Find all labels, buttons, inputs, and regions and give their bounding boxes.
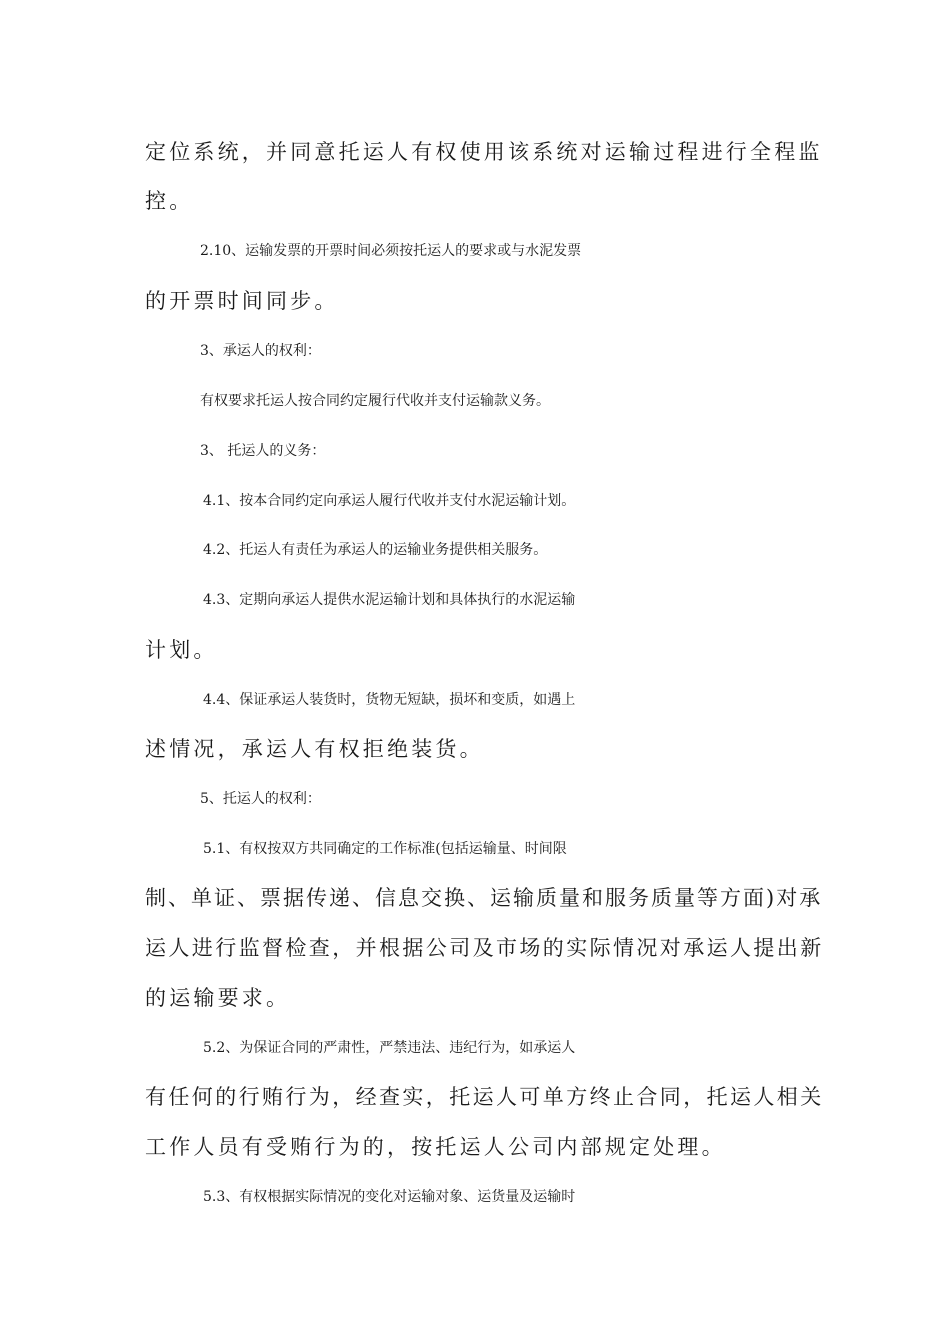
text-line: 有权要求托运人按合同约定履行代收并支付运输款义务。 (200, 393, 550, 409)
text-line: 4.1、按本合同约定向承运人履行代收并支付水泥运输计划。 (203, 493, 576, 509)
text-line: 2.10、运输发票的开票时间必须按托运人的要求或与水泥发票 (200, 243, 582, 259)
text-line: 述情况，承运人有权拒绝装货。 (145, 737, 484, 761)
text-line: 定位系统，并同意托运人有权使用该系统对运输过程进行全程监 (145, 140, 823, 164)
section-heading: 3、承运人的权利： (200, 343, 321, 359)
text-line: 控。 (145, 189, 194, 213)
text-line: 5.3、有权根据实际情况的变化对运输对象、运货量及运输时 (203, 1189, 576, 1205)
text-line: 5.2、为保证合同的严肃性，严禁违法、违纪行为，如承运人 (203, 1040, 576, 1056)
text-line: 工作人员有受贿行为的，按托运人公司内部规定处理。 (145, 1135, 726, 1159)
section-heading: 5、托运人的权利： (200, 791, 321, 807)
section-heading: 3、 托运人的义务： (200, 443, 326, 459)
text-line: 运人进行监督检查，并根据公司及市场的实际情况对承运人提出新 (145, 936, 824, 960)
text-line: 计划。 (145, 638, 218, 662)
text-line: 制、单证、票据传递、信息交换、运输质量和服务质量等方面)对承 (145, 886, 823, 910)
text-line: 4.3、定期向承运人提供水泥运输计划和具体执行的水泥运输 (203, 592, 576, 608)
text-line: 4.4、保证承运人装货时，货物无短缺，损坏和变质，如遇上 (203, 692, 576, 708)
text-line: 4.2、托运人有责任为承运人的运输业务提供相关服务。 (203, 542, 548, 558)
text-line: 有任何的行贿行为，经查实，托运人可单方终止合同，托运人相关 (145, 1085, 824, 1109)
text-line: 5.1、有权按双方共同确定的工作标准(包括运输量、时间限 (203, 841, 567, 857)
text-line: 的运输要求。 (145, 986, 291, 1010)
text-line: 的开票时间同步。 (145, 289, 339, 313)
